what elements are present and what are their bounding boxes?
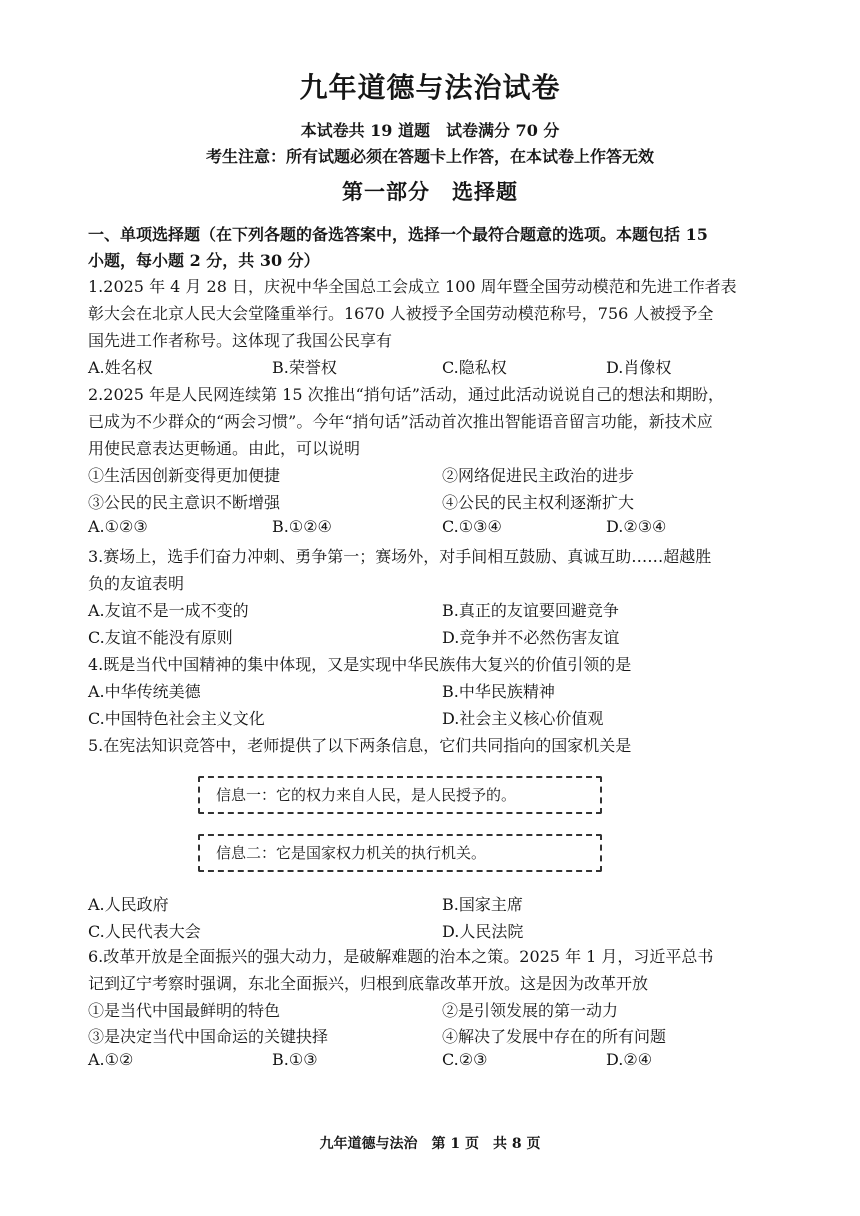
q4-option-d: D.社会主义核心价值观 <box>442 709 604 728</box>
q5-info-box-1 <box>198 776 602 814</box>
q2-statement-2: ②网络促进民主政治的进步 <box>442 466 635 485</box>
q6-stem: 6.改革开放是全面振兴的强大动力，是破解难题的治本之策。2025 年 1 月，习近平总书 <box>88 947 714 966</box>
q2-statement-4: ④公民的民主权利逐渐扩大 <box>442 493 635 512</box>
part-title: 第一部分 选择题 <box>342 179 518 204</box>
q4-stem: 4.既是当代中国精神的集中体现，又是实现中华民族伟大复兴的价值引领的是 <box>88 655 632 674</box>
q1-option-c: C.隐私权 <box>442 358 507 377</box>
q2-statement-1: ①生活因创新变得更加便捷 <box>88 466 281 485</box>
q6-option-c: C.②③ <box>442 1050 488 1069</box>
q3-option-c: C.友谊不能没有原则 <box>88 628 233 647</box>
exam-info: 本试卷共 19 道题 试卷满分 70 分 <box>300 121 560 140</box>
q6-statement-2: ②是引领发展的第一动力 <box>442 1001 619 1020</box>
q5-option-b: B.国家主席 <box>442 895 523 914</box>
q4-option-a: A.中华传统美德 <box>88 682 201 701</box>
q2-option-d: D.②③④ <box>606 517 667 536</box>
q2-option-a: A.①②③ <box>88 517 148 536</box>
q2-statement-3: ③公民的民主意识不断增强 <box>88 493 281 512</box>
q3-option-d: D.竞争并不必然伤害友谊 <box>442 628 620 647</box>
q3-stem: 负的友谊表明 <box>88 574 185 593</box>
q6-stem: 记到辽宁考察时强调，东北全面振兴，归根到底靠改革开放。这是因为改革开放 <box>88 974 649 993</box>
exam-title: 九年道德与法治试卷 <box>299 71 561 104</box>
q4-option-c: C.中国特色社会主义文化 <box>88 709 265 728</box>
page-footer: 九年道德与法治 第 1 页 共 8 页 <box>319 1136 541 1152</box>
q1-stem: 国先进工作者称号。这体现了我国公民享有 <box>88 331 393 350</box>
q6-statement-4: ④解决了发展中存在的所有问题 <box>442 1027 667 1046</box>
q2-option-b: B.①②④ <box>272 517 332 536</box>
section-instruction: 一、单项选择题（在下列各题的备选答案中，选择一个最符合题意的选项。本题包括 15 <box>88 225 708 244</box>
q1-option-d: D.肖像权 <box>606 358 672 377</box>
q1-stem: 1.2025 年 4 月 28 日，庆祝中华全国总工会成立 100 周年暨全国劳动模范和先进工作者表 <box>88 277 737 296</box>
q5-option-a: A.人民政府 <box>88 895 169 914</box>
q1-option-a: A.姓名权 <box>88 358 153 377</box>
q5-option-c: C.人民代表大会 <box>88 922 201 941</box>
q6-statement-1: ①是当代中国最鲜明的特色 <box>88 1001 281 1020</box>
q5-stem: 5.在宪法知识竞答中，老师提供了以下两条信息，它们共同指向的国家机关是 <box>88 736 632 755</box>
q3-option-b: B.真正的友谊要回避竞争 <box>442 601 619 620</box>
q6-statement-3: ③是决定当代中国命运的关键抉择 <box>88 1027 329 1046</box>
q2-stem: 用使民意表达更畅通。由此，可以说明 <box>88 439 361 458</box>
q1-option-b: B.荣誉权 <box>272 358 337 377</box>
q6-option-d: D.②④ <box>606 1050 653 1069</box>
q5-info-2: 信息二：它是国家权力机关的执行机关。 <box>216 844 487 862</box>
q1-stem: 彰大会在北京人民大会堂隆重举行。1670 人被授予全国劳动模范称号，756 人被授予全 <box>88 304 714 323</box>
section-instruction-cont: 小题，每小题 2 分，共 30 分） <box>88 251 320 270</box>
q6-option-b: B.①③ <box>272 1050 318 1069</box>
q5-info-1: 信息一：它的权力来自人民，是人民授予的。 <box>216 786 517 804</box>
q6-option-a: A.①② <box>88 1050 134 1069</box>
exam-notice: 考生注意：所有试题必须在答题卡上作答，在本试卷上作答无效 <box>205 147 654 166</box>
q2-option-c: C.①③④ <box>442 517 502 536</box>
q3-stem: 3.赛场上，选手们奋力冲刺、勇争第一；赛场外，对手间相互鼓励、真诚互助……超越胜 <box>88 547 712 566</box>
q3-option-a: A.友谊不是一成不变的 <box>88 601 249 620</box>
q2-stem: 已成为不少群众的“两会习惯”。今年“捎句话”活动首次推出智能语音留言功能，新技术应 <box>88 412 713 431</box>
q2-stem: 2.2025 年是人民网连续第 15 次推出“捎句话”活动，通过此活动说说自己的想法和期盼， <box>88 385 724 404</box>
q5-info-box-2 <box>198 834 602 872</box>
q4-option-b: B.中华民族精神 <box>442 682 555 701</box>
q5-option-d: D.人民法院 <box>442 922 524 941</box>
